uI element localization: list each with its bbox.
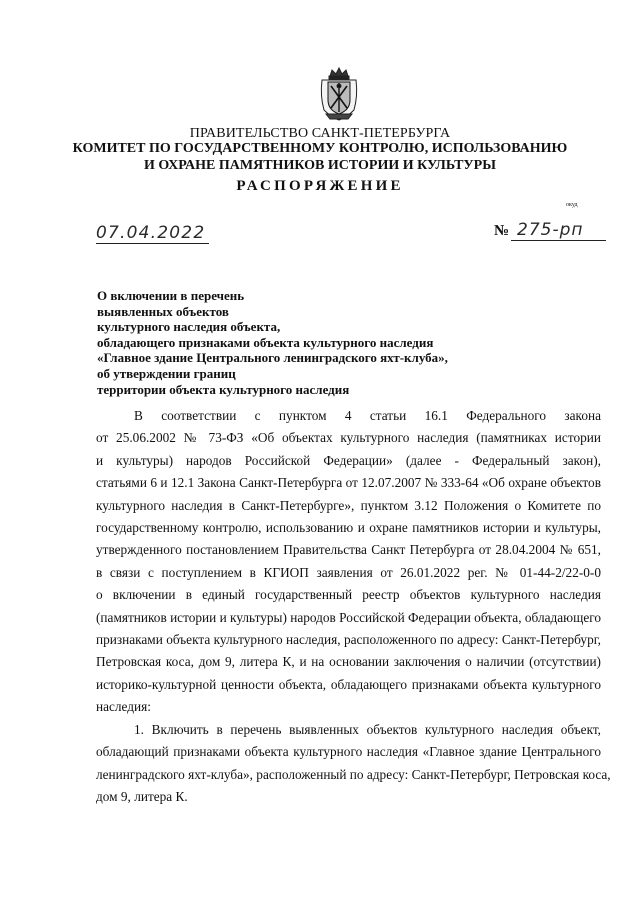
title-line: «Главное здание Центрального ленинградского яхт-клуба», xyxy=(97,350,448,366)
body-line: статьями 6 и 12.1 Закона Санкт-Петербурга от 12.07.2007 № 333-64 «Об охране объектов xyxy=(96,475,601,491)
body-line: от 25.06.2002 № 73-ФЗ «Об объектах культурного наследия (памятниках истории xyxy=(96,430,601,446)
title-line: обладающего признаками объекта культурного наследия xyxy=(97,334,434,350)
title-line: территории объекта культурного наследия xyxy=(97,381,350,397)
coat-of-arms-icon xyxy=(318,66,360,122)
body-line: дом 9, литера К. xyxy=(96,788,188,804)
document-title xyxy=(97,288,497,397)
body-line: историко-культурной ценности объекта, обладающего признаками объекта культурного xyxy=(96,676,601,692)
body-line: культурного наследия в Санкт-Петербурге», пунктом 3.12 Положения о Комитете по xyxy=(96,497,601,513)
document-date: 07.04.2022 xyxy=(96,223,209,244)
number-label: № xyxy=(494,223,510,239)
document-type: РАСПОРЯЖЕНИЕ xyxy=(236,178,404,194)
body-line: Петровская коса, дом 9, литера К, и на основании заключения о наличии (отсутствии) xyxy=(96,654,601,670)
body-line: обладающий признаками объекта культурного наследия «Главное здание Центрального xyxy=(96,744,601,760)
body-line: утвержденного постановлением Правительства Санкт Петербурга от 28.04.2004 № 651, xyxy=(96,542,601,558)
government-name: ПРАВИТЕЛЬСТВО САНКТ-ПЕТЕРБУРГА xyxy=(189,126,451,141)
body-line: ленинградского яхт-клуба», расположенный по адресу: Санкт-Петербург, Петровская коса, xyxy=(96,766,611,782)
body-line: и культуры) народов Российской Федерации» (далее - Федеральный закон), xyxy=(96,452,601,468)
title-line: об утверждении границ xyxy=(97,365,236,381)
body-line: В соответствии с пунктом 4 статьи 16.1 Федерального закона xyxy=(134,408,601,423)
body-line: в связи с поступлением в КГИОП заявления от 26.01.2022 рег. № 01-44-2/22-0-0 xyxy=(96,564,601,580)
body-line: 1. Включить в перечень выявленных объектов культурного наследия объект, xyxy=(134,721,601,737)
body-line: (памятников истории и культуры) народов Российской Федерации объекта, обладающего xyxy=(96,609,601,625)
body-line: признаками объекта культурного наследия, расположенного по адресу: Санкт-Петербург, xyxy=(96,632,601,648)
title-line: выявленных объектов xyxy=(97,303,229,319)
title-line: культурного наследия объекта, xyxy=(97,319,281,335)
okud-code: окуд xyxy=(566,202,578,208)
title-line: О включении в перечень xyxy=(97,288,245,303)
document-number: 275-рп xyxy=(511,220,606,241)
document-body xyxy=(96,405,611,808)
body-line: государственному контролю, использованию и охране памятников истории и культуры, xyxy=(96,520,601,536)
body-line: наследия: xyxy=(96,699,151,715)
committee-name-line1: КОМИТЕТ ПО ГОСУДАРСТВЕННОМУ КОНТРОЛЮ, ИСПОЛЬЗОВАНИЮ xyxy=(72,141,568,156)
body-line: о включении в единый государственный реестр объектов культурного наследия xyxy=(96,587,601,603)
committee-name-line2: И ОХРАНЕ ПАМЯТНИКОВ ИСТОРИИ И КУЛЬТУРЫ xyxy=(144,158,496,173)
